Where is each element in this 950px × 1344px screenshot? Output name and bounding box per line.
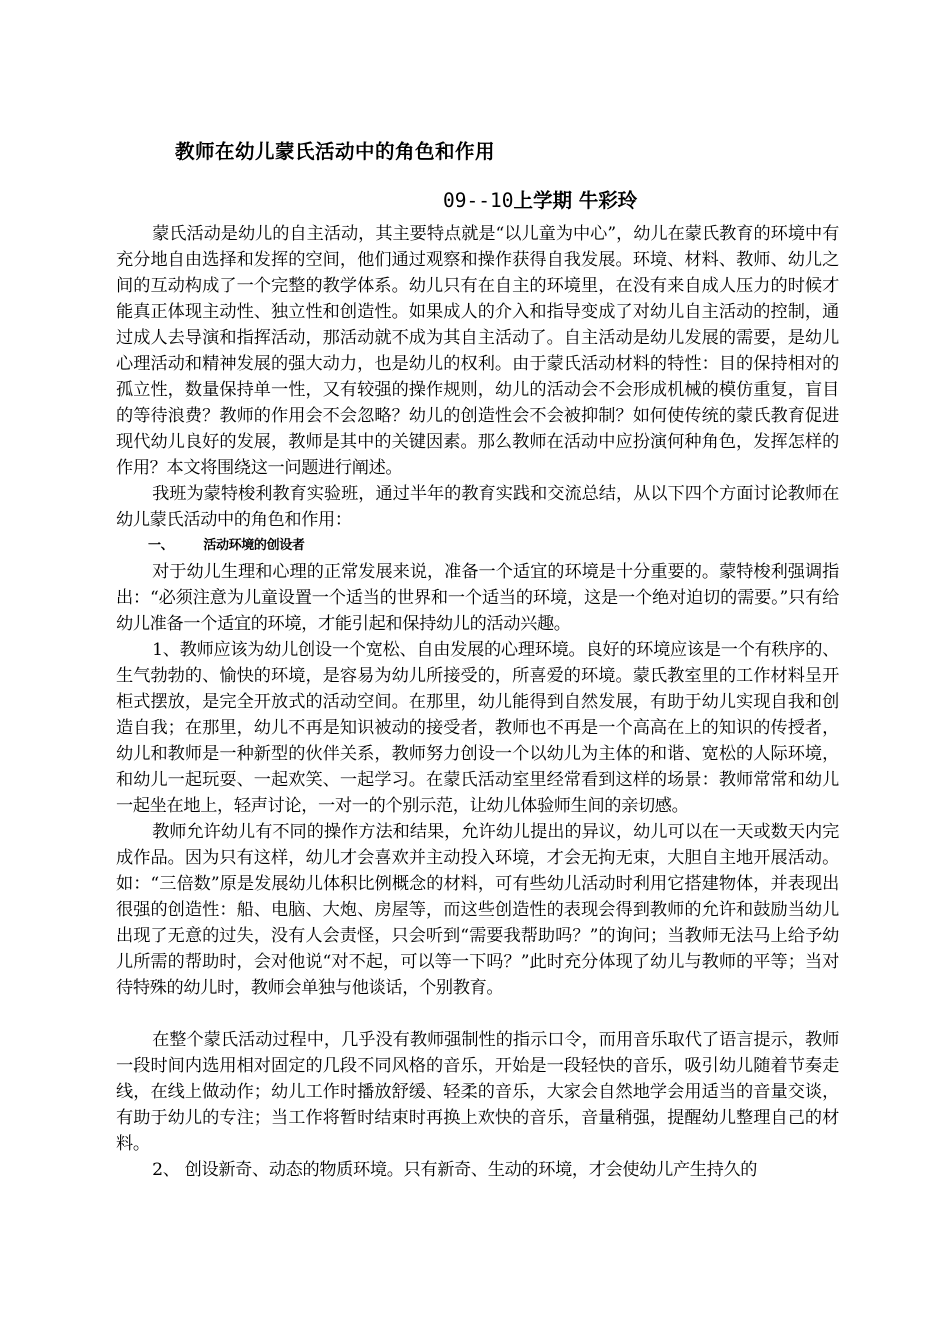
semester-number: 09--10 bbox=[443, 189, 514, 212]
document-title: 教师在幼儿蒙氏活动中的角色和作用 bbox=[175, 140, 496, 163]
paragraph-music: 在整个蒙氏活动过程中，几乎没有教师强制性的指示口令，而用音乐取代了语言提示，教师一段时间内选用相对固定的几段不同风格的音乐，开始是一段轻快的音乐，吸引幼儿随着节奏走线，在线上做动作；幼儿工作时播放舒缓、轻柔的音乐，大家会自然地学会用适当的音量交谈，有助于幼儿的专注；当工作将暂时结束时再换上欢快的音乐，音量稍强，提醒幼儿整理自己的材料。 bbox=[116, 1030, 839, 1154]
document-subtitle bbox=[443, 185, 637, 213]
paragraph-point-1: 1、教师应该为幼儿创设一个宽松、自由发展的心理环境。良好的环境应该是一个有秩序的、生气勃勃的、愉快的环境，是容易为幼儿所接受的，所喜爱的环境。蒙氏教室里的工作材料呈开柜式摆放，是完全开放式的活动空间。在那里，幼儿能得到自然发展，有助于幼儿实现自我和创造自我；在那里，幼儿不再是知识被动的接受者，教师也不再是一个高高在上的知识的传授者，幼儿和教师是一种新型的伙伴关系，教师努力创设一个以幼儿为主体的和谐、宽松的人际环境，和幼儿一起玩耍、一起欢笑、一起学习。在蒙氏活动室里经常看到这样的场景：教师常常和幼儿一起坐在地上，轻声讨论，一对一的个别示范，让幼儿体验师生间的亲切感。 bbox=[116, 640, 839, 816]
section-title: 活动环境的创设者 bbox=[203, 538, 305, 553]
paragraph-overview: 我班为蒙特梭利教育实验班，通过半年的教育实践和交流总结，从以下四个方面讨论教师在幼儿蒙氏活动中的角色和作用： bbox=[116, 484, 839, 530]
section-heading bbox=[116, 533, 839, 559]
paragraph-point-2: 2、 创设新奇、动态的物质环境。只有新奇、生动的环境，才会使幼儿产生持久的 bbox=[152, 1160, 758, 1180]
paragraph-teacher-allows: 教师允许幼儿有不同的操作方法和结果，允许幼儿提出的异议，幼儿可以在一天或数天内完成作品。因为只有这样，幼儿才会喜欢并主动投入环境，才会无拘无束，大胆自主地开展活动。如：“三倍数”原是发展幼儿体积比例概念的材料，可有些幼儿活动时利用它搭建物体，并表现出很强的创造性：船、电脑、大炮、房屋等，而这些创造性的表现会得到教师的允许和鼓励当幼儿出现了无意的过失，没有人会责怪，只会听到“需要我帮助吗？”的询问；当教师无法马上给予幼儿所需的帮助时，会对他说“对不起，可以等一下吗？”此时充分体现了幼儿与教师的平等；当对待特殊的幼儿时，教师会单独与他谈话，个别教育。 bbox=[116, 822, 839, 998]
paragraph-intro: 蒙氏活动是幼儿的自主活动，其主要特点就是“以儿童为中心”，幼儿在蒙氏教育的环境中有充分地自由选择和发挥的空间，他们通过观察和操作获得自我发展。环境、材料、教师、幼儿之间的互动构成了一个完整的教学体系。幼儿只有在自主的环境里，在没有来自成人压力的时候才能真正体现主动性、独立性和创造性。如果成人的介入和指导变成了对幼儿自主活动的控制，通过成人去导演和指挥活动，那活动就不成为其自主活动了。自主活动是幼儿发展的需要，是幼儿心理活动和精神发展的强大动力，也是幼儿的权利。由于蒙氏活动材料的特性：目的保持相对的孤立性，数量保持单一性，又有较强的操作规则，幼儿的活动会不会形成机械的模仿重复，盲目的等待浪费？教师的作用会不会忽略？幼儿的创造性会不会被抑制？如何使传统的蒙氏教育促进现代幼儿良好的发展，教师是其中的关键因素。那么教师在活动中应扮演何种角色，发挥怎样的作用？本文将围绕这一问题进行阐述。 bbox=[116, 224, 839, 478]
blank-line bbox=[116, 1001, 839, 1027]
paragraph-environment: 对于幼儿生理和心理的正常发展来说，准备一个适宜的环境是十分重要的。蒙特梭利强调指出：“必须注意为儿童设置一个适当的世界和一个适当的环境，这是一个绝对迫切的需要。”只有给幼儿准备一个适宜的环境，才能引起和保持幼儿的活动兴趣。 bbox=[116, 562, 839, 634]
section-number: 一、 bbox=[148, 538, 174, 553]
semester-author: 上学期 牛彩玲 bbox=[513, 189, 638, 212]
document-body bbox=[116, 221, 839, 1183]
